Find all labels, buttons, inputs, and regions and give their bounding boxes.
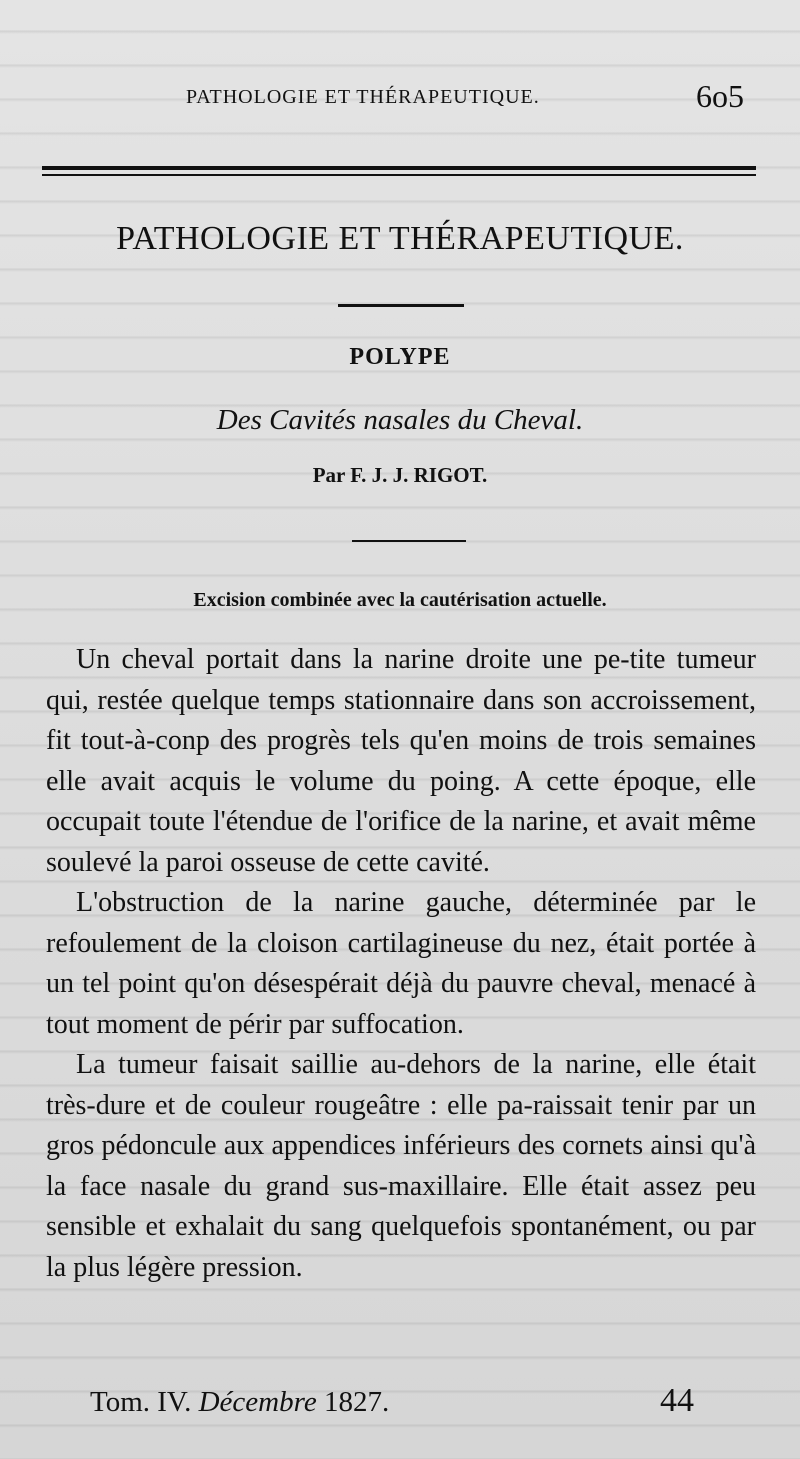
article-title: POLYPE xyxy=(349,344,451,370)
author-byline: Par F. J. J. RIGOT. xyxy=(312,463,488,487)
issue-month: Décembre xyxy=(198,1386,317,1418)
issue-year: 1827. xyxy=(323,1386,390,1418)
page-footer xyxy=(0,1382,800,1426)
signature-mark: 44 xyxy=(660,1382,694,1419)
paragraph: La tumeur faisait saillie au-dehors de la narine, elle était très-dure et de couleur rougeâtre : elle pa-raissait tenir par un gros pédoncule aux appendices inférieurs des cornets ainsi qu'à la face nasale du grand sus-maxillaire. Elle était assez peu sensible et exhalait du sang quelquefois spontanément, ou par la plus légère pression. xyxy=(46,1049,756,1283)
article-body xyxy=(46,640,756,1288)
volume-date xyxy=(90,1386,389,1419)
header-rule-thick xyxy=(42,166,756,170)
article-subtitle: Des Cavités nasales du Cheval. xyxy=(216,404,584,436)
running-header xyxy=(0,78,800,118)
paragraph: Un cheval portait dans la narine droite une pe-tite tumeur qui, restée quelque temps stationnaire dans son accroissement, fit tout-à-conp des progrès tels qu'en moins de trois semaines elle avait acquis le volume du poing. A cette époque, elle occupait toute l'étendue de l'orifice de la narine, et avait même soulevé la paroi osseuse de cette cavité. xyxy=(46,644,756,878)
method-heading: Excision combinée avec la cautérisation actuelle. xyxy=(193,589,607,611)
paragraph: L'obstruction de la narine gauche, déterminée par le refoulement de la cloison cartilagineuse du nez, était portée à un tel point qu'on désespérait déjà du pauvre cheval, menacé à tout moment de périr par suffocation. xyxy=(46,887,756,1040)
page-number: 6o5 xyxy=(696,78,744,114)
byline-divider xyxy=(352,540,466,542)
running-title: PATHOLOGIE ET THÉRAPEUTIQUE. xyxy=(186,86,540,108)
volume-label: Tom. IV. xyxy=(90,1386,192,1418)
section-title: PATHOLOGIE ET THÉRAPEUTIQUE. xyxy=(116,220,684,257)
section-divider xyxy=(338,304,464,307)
header-rule-thin xyxy=(42,174,756,176)
